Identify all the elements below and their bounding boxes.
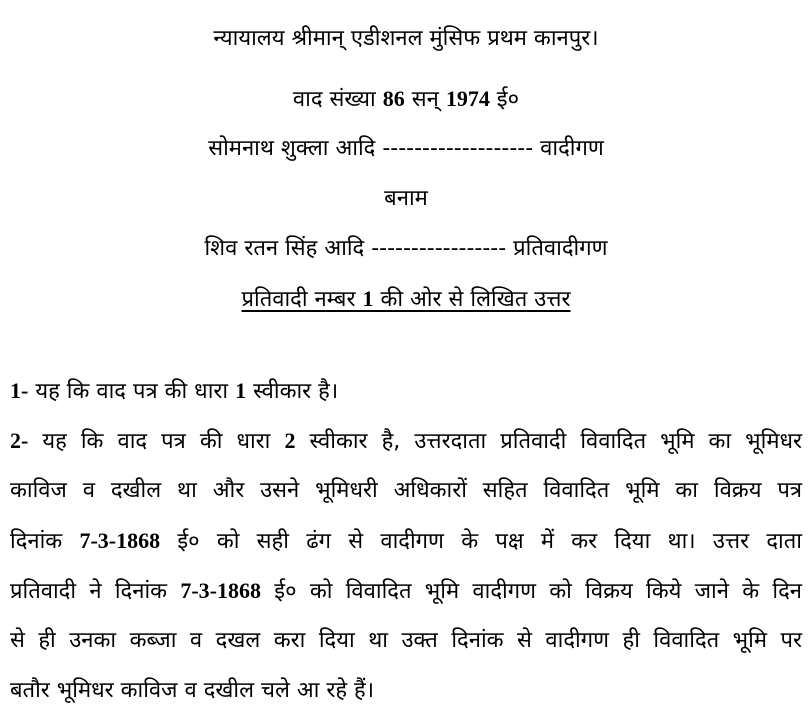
paragraph-2-ref: 2 [284, 428, 296, 453]
paragraph-1 [10, 376, 802, 407]
paragraph-2-line-3 [10, 526, 802, 557]
paragraph-2-line-4-b: ई० को विवादित भूमि वादीगण को विक्रय किये जाने के दिन [261, 579, 802, 604]
paragraph-2-line-3-a: दिनांक [10, 529, 80, 554]
court-heading: न्यायालय श्रीमान् एडीशनल मुंसिफ प्रथम कानपुर। [213, 26, 599, 51]
paragraph-2-date-1: 7-3-1868 [79, 528, 161, 553]
case-suffix: ई० [489, 87, 520, 112]
paragraph-2-line-2: काविज व दखील था और उसने भूमिधरी अधिकारों सहित विवादित भूमि का विक्रय पत्र [10, 478, 802, 503]
title-text [241, 287, 570, 312]
paragraph-1-text-a: यह कि वाद पत्र की धारा [28, 379, 236, 404]
case-prefix: वाद संख्या [292, 87, 383, 112]
paragraph-2-line-4 [10, 576, 802, 607]
paragraph-1-number: 1- [10, 378, 29, 403]
paragraph-2-date-2: 7-3-1868 [180, 578, 261, 603]
plaintiffs-line: सोमनाथ शुक्ला आदि ------------------- वादीगण [208, 136, 604, 161]
title-prefix: प्रतिवादी नम्बर [241, 287, 363, 312]
paragraph-2-line-5: से ही उनका कब्जा व दखल करा दिया था उक्त दिनांक से वादीगण ही विवादित भूमि पर [10, 628, 802, 653]
paragraph-2-line-3-b: ई० को सही ढंग से वादीगण के पक्ष में कर दिया था। उत्तर दाता [160, 529, 802, 554]
paragraph-2-line-4-a: प्रतिवादी ने दिनांक [10, 579, 181, 604]
title-suffix: की ओर से लिखित उत्तर [373, 287, 571, 312]
case-year: 1974 [445, 86, 490, 111]
paragraph-1-ref: 1 [235, 378, 247, 403]
paragraph-2-line-1 [10, 426, 802, 457]
paragraph-2-line-1-a: यह कि वाद पत्र की धारा [28, 429, 285, 454]
case-number-line [0, 84, 812, 115]
case-number: 86 [382, 86, 405, 111]
defendants-line: शिव रतन सिंह आदि ----------------- प्रतिवादीगण [204, 236, 608, 261]
paragraph-2-line-1-b: स्वीकार है, उत्तरदाता प्रतिवादी विवादित भूमि का भूमिधर [295, 429, 803, 454]
title-number: 1 [362, 286, 374, 311]
paragraph-1-text-b: स्वीकार है। [246, 379, 339, 404]
document-title [0, 284, 812, 315]
versus-line: बनाम [384, 186, 428, 211]
paragraph-2-line-6: बतौर भूमिधर काविज व दखील चले आ रहे हैं। [10, 678, 375, 703]
paragraph-2-number: 2- [10, 428, 29, 453]
case-mid: सन् [404, 87, 446, 112]
